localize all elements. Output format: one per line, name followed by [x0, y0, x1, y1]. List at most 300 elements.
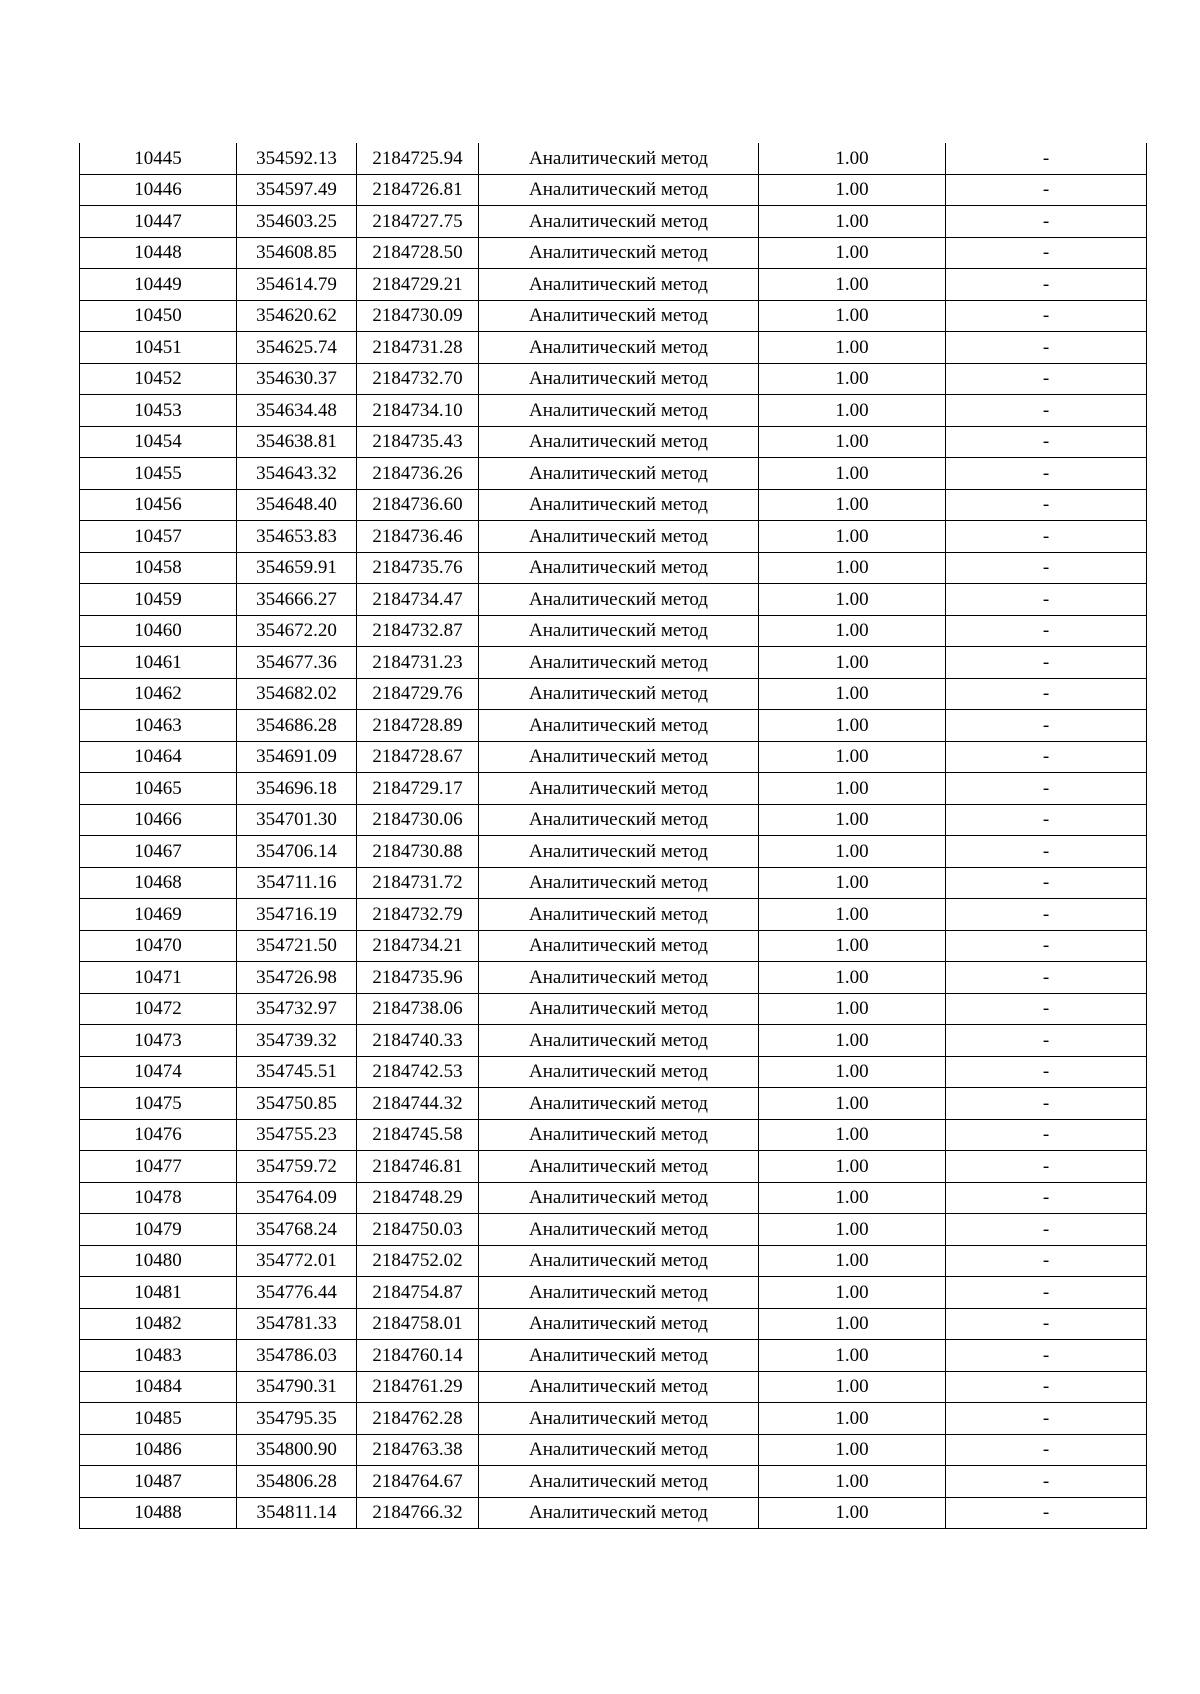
table-row: [80, 1497, 1147, 1529]
note-cell: -: [946, 1371, 1147, 1403]
note-cell: -: [946, 1245, 1147, 1277]
table-row: [80, 1434, 1147, 1466]
point-number-cell: 10466: [80, 804, 237, 836]
y-coordinate-cell: 2184745.58: [357, 1119, 479, 1151]
note-cell: -: [946, 552, 1147, 584]
accuracy-cell: 1.00: [759, 615, 946, 647]
method-cell: Аналитический метод: [479, 1119, 759, 1151]
x-coordinate-cell: 354620.62: [237, 300, 357, 332]
accuracy-cell: 1.00: [759, 710, 946, 742]
method-cell: Аналитический метод: [479, 1466, 759, 1498]
method-cell: Аналитический метод: [479, 269, 759, 301]
x-coordinate-cell: 354755.23: [237, 1119, 357, 1151]
method-cell: Аналитический метод: [479, 1056, 759, 1088]
x-coordinate-cell: 354806.28: [237, 1466, 357, 1498]
table-row: [80, 174, 1147, 206]
note-cell: -: [946, 1182, 1147, 1214]
point-number-cell: 10471: [80, 962, 237, 994]
x-coordinate-cell: 354659.91: [237, 552, 357, 584]
table-row: [80, 899, 1147, 931]
note-cell: -: [946, 206, 1147, 238]
y-coordinate-cell: 2184732.87: [357, 615, 479, 647]
note-cell: -: [946, 1214, 1147, 1246]
table-row: [80, 1025, 1147, 1057]
note-cell: -: [946, 962, 1147, 994]
accuracy-cell: 1.00: [759, 521, 946, 553]
note-cell: -: [946, 1403, 1147, 1435]
note-cell: -: [946, 930, 1147, 962]
table-row: [80, 521, 1147, 553]
x-coordinate-cell: 354750.85: [237, 1088, 357, 1120]
note-cell: -: [946, 1151, 1147, 1183]
coordinates-table: [79, 143, 1147, 1529]
x-coordinate-cell: 354732.97: [237, 993, 357, 1025]
point-number-cell: 10477: [80, 1151, 237, 1183]
accuracy-cell: 1.00: [759, 647, 946, 679]
x-coordinate-cell: 354764.09: [237, 1182, 357, 1214]
note-cell: -: [946, 836, 1147, 868]
point-number-cell: 10480: [80, 1245, 237, 1277]
method-cell: Аналитический метод: [479, 741, 759, 773]
x-coordinate-cell: 354701.30: [237, 804, 357, 836]
point-number-cell: 10450: [80, 300, 237, 332]
method-cell: Аналитический метод: [479, 1497, 759, 1529]
x-coordinate-cell: 354759.72: [237, 1151, 357, 1183]
x-coordinate-cell: 354739.32: [237, 1025, 357, 1057]
note-cell: -: [946, 426, 1147, 458]
y-coordinate-cell: 2184752.02: [357, 1245, 479, 1277]
point-number-cell: 10447: [80, 206, 237, 238]
x-coordinate-cell: 354800.90: [237, 1434, 357, 1466]
table-row: [80, 1088, 1147, 1120]
table-row: [80, 143, 1147, 174]
point-number-cell: 10476: [80, 1119, 237, 1151]
y-coordinate-cell: 2184731.72: [357, 867, 479, 899]
x-coordinate-cell: 354768.24: [237, 1214, 357, 1246]
point-number-cell: 10449: [80, 269, 237, 301]
y-coordinate-cell: 2184744.32: [357, 1088, 479, 1120]
accuracy-cell: 1.00: [759, 300, 946, 332]
x-coordinate-cell: 354638.81: [237, 426, 357, 458]
table-row: [80, 804, 1147, 836]
method-cell: Аналитический метод: [479, 206, 759, 238]
accuracy-cell: 1.00: [759, 899, 946, 931]
table-row: [80, 1245, 1147, 1277]
table-row: [80, 584, 1147, 616]
table-row: [80, 741, 1147, 773]
method-cell: Аналитический метод: [479, 804, 759, 836]
note-cell: -: [946, 899, 1147, 931]
table-row: [80, 1214, 1147, 1246]
point-number-cell: 10470: [80, 930, 237, 962]
method-cell: Аналитический метод: [479, 1371, 759, 1403]
method-cell: Аналитический метод: [479, 143, 759, 174]
table-row: [80, 426, 1147, 458]
table-row: [80, 962, 1147, 994]
y-coordinate-cell: 2184728.67: [357, 741, 479, 773]
note-cell: -: [946, 710, 1147, 742]
accuracy-cell: 1.00: [759, 206, 946, 238]
table-row: [80, 395, 1147, 427]
x-coordinate-cell: 354677.36: [237, 647, 357, 679]
point-number-cell: 10479: [80, 1214, 237, 1246]
point-number-cell: 10481: [80, 1277, 237, 1309]
accuracy-cell: 1.00: [759, 1088, 946, 1120]
point-number-cell: 10454: [80, 426, 237, 458]
method-cell: Аналитический метод: [479, 615, 759, 647]
y-coordinate-cell: 2184766.32: [357, 1497, 479, 1529]
accuracy-cell: 1.00: [759, 867, 946, 899]
point-number-cell: 10465: [80, 773, 237, 805]
method-cell: Аналитический метод: [479, 584, 759, 616]
table-row: [80, 647, 1147, 679]
y-coordinate-cell: 2184760.14: [357, 1340, 479, 1372]
x-coordinate-cell: 354608.85: [237, 237, 357, 269]
table-row: [80, 458, 1147, 490]
accuracy-cell: 1.00: [759, 237, 946, 269]
point-number-cell: 10467: [80, 836, 237, 868]
table-row: [80, 1151, 1147, 1183]
accuracy-cell: 1.00: [759, 1403, 946, 1435]
y-coordinate-cell: 2184735.76: [357, 552, 479, 584]
method-cell: Аналитический метод: [479, 1403, 759, 1435]
point-number-cell: 10484: [80, 1371, 237, 1403]
point-number-cell: 10462: [80, 678, 237, 710]
note-cell: -: [946, 867, 1147, 899]
note-cell: -: [946, 363, 1147, 395]
accuracy-cell: 1.00: [759, 489, 946, 521]
method-cell: Аналитический метод: [479, 678, 759, 710]
point-number-cell: 10478: [80, 1182, 237, 1214]
note-cell: -: [946, 1434, 1147, 1466]
point-number-cell: 10468: [80, 867, 237, 899]
note-cell: -: [946, 584, 1147, 616]
y-coordinate-cell: 2184750.03: [357, 1214, 479, 1246]
table-row: [80, 773, 1147, 805]
point-number-cell: 10451: [80, 332, 237, 364]
y-coordinate-cell: 2184729.21: [357, 269, 479, 301]
x-coordinate-cell: 354691.09: [237, 741, 357, 773]
accuracy-cell: 1.00: [759, 930, 946, 962]
point-number-cell: 10446: [80, 174, 237, 206]
accuracy-cell: 1.00: [759, 363, 946, 395]
table-row: [80, 1466, 1147, 1498]
table-row: [80, 300, 1147, 332]
x-coordinate-cell: 354786.03: [237, 1340, 357, 1372]
method-cell: Аналитический метод: [479, 363, 759, 395]
note-cell: -: [946, 143, 1147, 174]
note-cell: -: [946, 615, 1147, 647]
method-cell: Аналитический метод: [479, 1245, 759, 1277]
y-coordinate-cell: 2184738.06: [357, 993, 479, 1025]
y-coordinate-cell: 2184729.76: [357, 678, 479, 710]
method-cell: Аналитический метод: [479, 1340, 759, 1372]
note-cell: -: [946, 458, 1147, 490]
table-row: [80, 1308, 1147, 1340]
method-cell: Аналитический метод: [479, 1277, 759, 1309]
point-number-cell: 10452: [80, 363, 237, 395]
method-cell: Аналитический метод: [479, 710, 759, 742]
y-coordinate-cell: 2184736.60: [357, 489, 479, 521]
y-coordinate-cell: 2184761.29: [357, 1371, 479, 1403]
accuracy-cell: 1.00: [759, 584, 946, 616]
note-cell: -: [946, 1025, 1147, 1057]
y-coordinate-cell: 2184730.88: [357, 836, 479, 868]
y-coordinate-cell: 2184728.50: [357, 237, 479, 269]
note-cell: -: [946, 1340, 1147, 1372]
note-cell: -: [946, 804, 1147, 836]
table-row: [80, 489, 1147, 521]
y-coordinate-cell: 2184736.26: [357, 458, 479, 490]
x-coordinate-cell: 354634.48: [237, 395, 357, 427]
x-coordinate-cell: 354790.31: [237, 1371, 357, 1403]
y-coordinate-cell: 2184732.79: [357, 899, 479, 931]
accuracy-cell: 1.00: [759, 1056, 946, 1088]
accuracy-cell: 1.00: [759, 1466, 946, 1498]
note-cell: -: [946, 237, 1147, 269]
accuracy-cell: 1.00: [759, 1182, 946, 1214]
accuracy-cell: 1.00: [759, 1277, 946, 1309]
x-coordinate-cell: 354811.14: [237, 1497, 357, 1529]
point-number-cell: 10474: [80, 1056, 237, 1088]
x-coordinate-cell: 354614.79: [237, 269, 357, 301]
y-coordinate-cell: 2184764.67: [357, 1466, 479, 1498]
y-coordinate-cell: 2184735.96: [357, 962, 479, 994]
table-row: [80, 1056, 1147, 1088]
y-coordinate-cell: 2184726.81: [357, 174, 479, 206]
note-cell: -: [946, 489, 1147, 521]
x-coordinate-cell: 354630.37: [237, 363, 357, 395]
y-coordinate-cell: 2184734.10: [357, 395, 479, 427]
y-coordinate-cell: 2184742.53: [357, 1056, 479, 1088]
point-number-cell: 10448: [80, 237, 237, 269]
table-row: [80, 836, 1147, 868]
point-number-cell: 10460: [80, 615, 237, 647]
method-cell: Аналитический метод: [479, 300, 759, 332]
table-row: [80, 993, 1147, 1025]
y-coordinate-cell: 2184734.47: [357, 584, 479, 616]
method-cell: Аналитический метод: [479, 332, 759, 364]
accuracy-cell: 1.00: [759, 174, 946, 206]
table-row: [80, 332, 1147, 364]
y-coordinate-cell: 2184727.75: [357, 206, 479, 238]
table-row: [80, 1182, 1147, 1214]
table-row: [80, 1277, 1147, 1309]
point-number-cell: 10486: [80, 1434, 237, 1466]
table-row: [80, 678, 1147, 710]
point-number-cell: 10453: [80, 395, 237, 427]
table-row: [80, 206, 1147, 238]
note-cell: -: [946, 1119, 1147, 1151]
x-coordinate-cell: 354672.20: [237, 615, 357, 647]
x-coordinate-cell: 354706.14: [237, 836, 357, 868]
x-coordinate-cell: 354592.13: [237, 143, 357, 174]
note-cell: -: [946, 1497, 1147, 1529]
x-coordinate-cell: 354682.02: [237, 678, 357, 710]
note-cell: -: [946, 678, 1147, 710]
accuracy-cell: 1.00: [759, 1214, 946, 1246]
note-cell: -: [946, 1277, 1147, 1309]
x-coordinate-cell: 354625.74: [237, 332, 357, 364]
y-coordinate-cell: 2184730.06: [357, 804, 479, 836]
accuracy-cell: 1.00: [759, 741, 946, 773]
x-coordinate-cell: 354726.98: [237, 962, 357, 994]
method-cell: Аналитический метод: [479, 1214, 759, 1246]
accuracy-cell: 1.00: [759, 552, 946, 584]
method-cell: Аналитический метод: [479, 521, 759, 553]
accuracy-cell: 1.00: [759, 1151, 946, 1183]
accuracy-cell: 1.00: [759, 1025, 946, 1057]
table-row: [80, 1340, 1147, 1372]
note-cell: -: [946, 647, 1147, 679]
point-number-cell: 10457: [80, 521, 237, 553]
method-cell: Аналитический метод: [479, 962, 759, 994]
table-row: [80, 615, 1147, 647]
method-cell: Аналитический метод: [479, 647, 759, 679]
x-coordinate-cell: 354776.44: [237, 1277, 357, 1309]
method-cell: Аналитический метод: [479, 867, 759, 899]
point-number-cell: 10482: [80, 1308, 237, 1340]
x-coordinate-cell: 354711.16: [237, 867, 357, 899]
point-number-cell: 10472: [80, 993, 237, 1025]
point-number-cell: 10458: [80, 552, 237, 584]
y-coordinate-cell: 2184740.33: [357, 1025, 479, 1057]
method-cell: Аналитический метод: [479, 458, 759, 490]
method-cell: Аналитический метод: [479, 1025, 759, 1057]
note-cell: -: [946, 1308, 1147, 1340]
x-coordinate-cell: 354696.18: [237, 773, 357, 805]
method-cell: Аналитический метод: [479, 174, 759, 206]
point-number-cell: 10487: [80, 1466, 237, 1498]
accuracy-cell: 1.00: [759, 1434, 946, 1466]
point-number-cell: 10469: [80, 899, 237, 931]
method-cell: Аналитический метод: [479, 237, 759, 269]
y-coordinate-cell: 2184754.87: [357, 1277, 479, 1309]
point-number-cell: 10459: [80, 584, 237, 616]
x-coordinate-cell: 354721.50: [237, 930, 357, 962]
note-cell: -: [946, 1056, 1147, 1088]
method-cell: Аналитический метод: [479, 1151, 759, 1183]
method-cell: Аналитический метод: [479, 395, 759, 427]
y-coordinate-cell: 2184731.28: [357, 332, 479, 364]
y-coordinate-cell: 2184762.28: [357, 1403, 479, 1435]
table-row: [80, 867, 1147, 899]
x-coordinate-cell: 354648.40: [237, 489, 357, 521]
note-cell: -: [946, 300, 1147, 332]
y-coordinate-cell: 2184731.23: [357, 647, 479, 679]
table-row: [80, 269, 1147, 301]
y-coordinate-cell: 2184729.17: [357, 773, 479, 805]
accuracy-cell: 1.00: [759, 773, 946, 805]
note-cell: -: [946, 1088, 1147, 1120]
accuracy-cell: 1.00: [759, 1308, 946, 1340]
note-cell: -: [946, 269, 1147, 301]
y-coordinate-cell: 2184725.94: [357, 143, 479, 174]
accuracy-cell: 1.00: [759, 962, 946, 994]
method-cell: Аналитический метод: [479, 1308, 759, 1340]
point-number-cell: 10455: [80, 458, 237, 490]
note-cell: -: [946, 741, 1147, 773]
method-cell: Аналитический метод: [479, 1182, 759, 1214]
accuracy-cell: 1.00: [759, 1371, 946, 1403]
method-cell: Аналитический метод: [479, 899, 759, 931]
method-cell: Аналитический метод: [479, 930, 759, 962]
accuracy-cell: 1.00: [759, 426, 946, 458]
x-coordinate-cell: 354666.27: [237, 584, 357, 616]
x-coordinate-cell: 354597.49: [237, 174, 357, 206]
note-cell: -: [946, 332, 1147, 364]
accuracy-cell: 1.00: [759, 1340, 946, 1372]
table-row: [80, 237, 1147, 269]
y-coordinate-cell: 2184732.70: [357, 363, 479, 395]
accuracy-cell: 1.00: [759, 678, 946, 710]
point-number-cell: 10475: [80, 1088, 237, 1120]
table-row: [80, 1119, 1147, 1151]
note-cell: -: [946, 993, 1147, 1025]
x-coordinate-cell: 354653.83: [237, 521, 357, 553]
table-row: [80, 930, 1147, 962]
y-coordinate-cell: 2184730.09: [357, 300, 479, 332]
point-number-cell: 10464: [80, 741, 237, 773]
table-row: [80, 1371, 1147, 1403]
note-cell: -: [946, 1466, 1147, 1498]
y-coordinate-cell: 2184736.46: [357, 521, 479, 553]
table-row: [80, 710, 1147, 742]
y-coordinate-cell: 2184748.29: [357, 1182, 479, 1214]
accuracy-cell: 1.00: [759, 458, 946, 490]
point-number-cell: 10445: [80, 143, 237, 174]
coordinates-table-body: [80, 143, 1147, 1529]
method-cell: Аналитический метод: [479, 773, 759, 805]
method-cell: Аналитический метод: [479, 1088, 759, 1120]
note-cell: -: [946, 395, 1147, 427]
x-coordinate-cell: 354643.32: [237, 458, 357, 490]
note-cell: -: [946, 521, 1147, 553]
table-row: [80, 552, 1147, 584]
y-coordinate-cell: 2184763.38: [357, 1434, 479, 1466]
x-coordinate-cell: 354772.01: [237, 1245, 357, 1277]
method-cell: Аналитический метод: [479, 836, 759, 868]
note-cell: -: [946, 174, 1147, 206]
x-coordinate-cell: 354795.35: [237, 1403, 357, 1435]
method-cell: Аналитический метод: [479, 489, 759, 521]
accuracy-cell: 1.00: [759, 269, 946, 301]
y-coordinate-cell: 2184735.43: [357, 426, 479, 458]
x-coordinate-cell: 354716.19: [237, 899, 357, 931]
point-number-cell: 10483: [80, 1340, 237, 1372]
accuracy-cell: 1.00: [759, 993, 946, 1025]
x-coordinate-cell: 354745.51: [237, 1056, 357, 1088]
point-number-cell: 10488: [80, 1497, 237, 1529]
method-cell: Аналитический метод: [479, 1434, 759, 1466]
accuracy-cell: 1.00: [759, 1497, 946, 1529]
accuracy-cell: 1.00: [759, 395, 946, 427]
accuracy-cell: 1.00: [759, 143, 946, 174]
y-coordinate-cell: 2184734.21: [357, 930, 479, 962]
x-coordinate-cell: 354603.25: [237, 206, 357, 238]
point-number-cell: 10463: [80, 710, 237, 742]
point-number-cell: 10461: [80, 647, 237, 679]
accuracy-cell: 1.00: [759, 332, 946, 364]
note-cell: -: [946, 773, 1147, 805]
x-coordinate-cell: 354781.33: [237, 1308, 357, 1340]
accuracy-cell: 1.00: [759, 1119, 946, 1151]
x-coordinate-cell: 354686.28: [237, 710, 357, 742]
y-coordinate-cell: 2184758.01: [357, 1308, 479, 1340]
method-cell: Аналитический метод: [479, 426, 759, 458]
method-cell: Аналитический метод: [479, 993, 759, 1025]
y-coordinate-cell: 2184728.89: [357, 710, 479, 742]
